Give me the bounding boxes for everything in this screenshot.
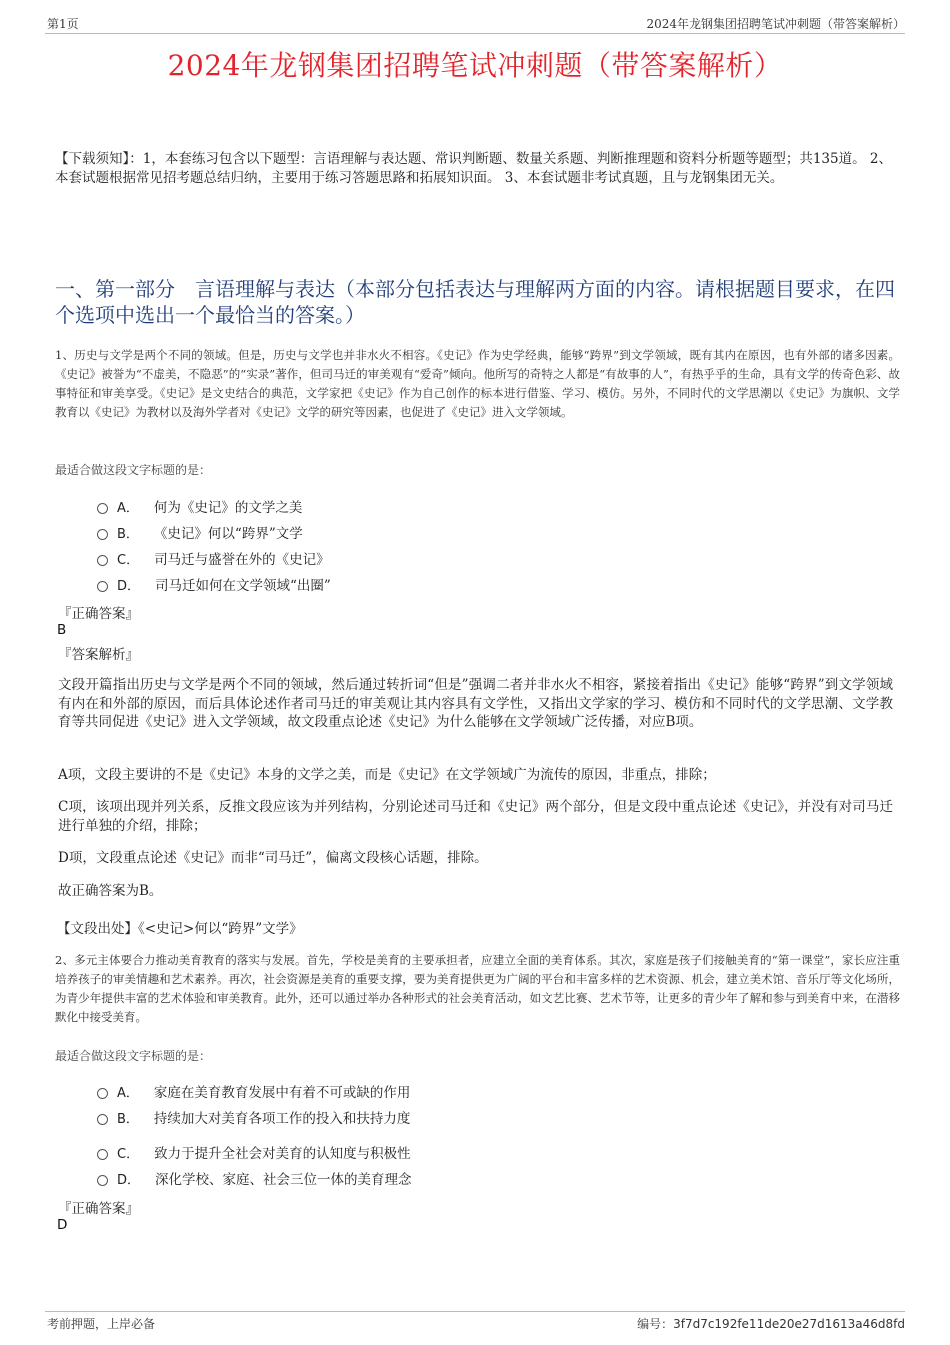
document-code xyxy=(637,1315,905,1332)
radio-icon[interactable] xyxy=(97,581,108,592)
question-2-option-a[interactable]: A． 家庭在美育教育发展中有着不可或缺的作用 xyxy=(97,1081,410,1101)
question-1-answer: B xyxy=(57,622,67,638)
question-2-option-d[interactable]: D． 深化学校、家庭、社会三位一体的美育理念 xyxy=(97,1168,412,1188)
radio-icon[interactable] xyxy=(97,1114,108,1125)
question-2-stem: 2、多元主体要合力推动美育教育的落实与发展。首先，学校是美育的主要承担者，应建立全面的美育体系。其次，家庭是孩子们接触美育的“第一课堂”，家长应注重培养孩子的审美情趣和艺术素养。再次，社会资源是美育的重要支撑，要为美育提供更为广阔的平台和丰富多样的艺术资源、机会，建立美术馆、音乐厅等文化场所，为青少年提供丰富的艺术体验和审美教育。此外，还可以通过举办各种形式的社会美育活动，如文艺比赛、艺术节等，让更多的青少年了解和参与到美育中来，在潜移默化中接受美育。 xyxy=(55,953,900,1024)
question-1-prompt: 最适合做这段文字标题的是： xyxy=(55,463,212,477)
radio-icon[interactable] xyxy=(97,503,108,514)
question-1-analysis-c: C项，该项出现并列关系，反推文段应该为并列结构，分别论述司马迁和《史记》两个部分，但是文段中重点论述《史记》，并没有对司马迁进行单独的介绍，排除； xyxy=(58,799,893,834)
question-2-option-c[interactable]: C． 致力于提升全社会对美育的认知度与积极性 xyxy=(97,1142,411,1162)
question-2-answer-label: 『正确答案』 xyxy=(58,1201,139,1217)
footer-rule xyxy=(45,1311,905,1312)
question-2-answer: D xyxy=(57,1217,68,1233)
question-1-option-b[interactable]: B． 《史记》何以“跨界”文学 xyxy=(97,522,303,542)
question-1-analysis-main: 文段开篇指出历史与文学是两个不同的领域，然后通过转折词“但是”强调二者并非水火不相容，紧接着指出《史记》能够“跨界”到文学领域有内在和外部的原因，而后具体论述作者司马迁的审美观让其内容具有文学性，又指出文学家的学习、模仿和不同时代的文学思潮、文学教育等共同促进《史记》进入文学领域，故文段重点论述《史记》为什么能够在文学领域广泛传播，对应B项。 xyxy=(58,677,893,730)
question-1-conclusion: 故正确答案为B。 xyxy=(58,883,163,899)
radio-icon[interactable] xyxy=(97,555,108,566)
question-1-analysis-a: A项，文段主要讲的不是《史记》本身的文学之美，而是《史记》在文学领域广为流传的原因，非重点，排除； xyxy=(58,767,716,783)
question-1-analysis-d: D项，文段重点论述《史记》而非“司马迁”，偏离文段核心话题，排除。 xyxy=(58,850,488,866)
page-number: 第1页 xyxy=(47,17,79,31)
section-heading: 一、第一部分 言语理解与表达（本部分包括表达与理解两方面的内容。请根据题目要求，在四个选项中选出一个最恰当的答案。） xyxy=(55,277,895,327)
header-rule xyxy=(45,33,905,34)
question-1-option-c[interactable]: C． 司马迁与盛誉在外的《史记》 xyxy=(97,548,330,568)
download-notice: 【下载须知】：1，本套练习包含以下题型：言语理解与表达题、常识判断题、数量关系题、判断推理题和资料分析题等题型；共135道。 2、本套试题根据常见招考题总结归纳，主要用于练习答题思路和拓展知识面。 3、本套试题非考试真题，且与龙钢集团无关。 xyxy=(55,151,892,186)
document-title: 2024年龙钢集团招聘笔试冲刺题（带答案解析） xyxy=(167,49,783,82)
radio-icon[interactable] xyxy=(97,1175,108,1186)
question-2-option-b[interactable]: B． 持续加大对美育各项工作的投入和扶持力度 xyxy=(97,1107,410,1127)
footer-slogan: 考前押题，上岸必备 xyxy=(47,1317,156,1331)
question-1-source: 【文段出处】《<史记>何以“跨界”文学》 xyxy=(57,921,303,937)
question-1-analysis-label: 『答案解析』 xyxy=(58,647,139,663)
question-2-prompt: 最适合做这段文字标题的是： xyxy=(55,1049,212,1063)
question-1-option-a[interactable]: A． 何为《史记》的文学之美 xyxy=(97,496,302,516)
question-1-stem: 1、历史与文学是两个不同的领域。但是，历史与文学也并非水火不相容。《史记》作为史学经典，能够“跨界”到文学领域，既有其内在原因，也有外部的诸多因素。《史记》被誉为“不虚美，不隐恶”的“实录”著作，但司马迁的审美观有“爱奇”倾向。他所写的奇特之人都是“有故事的人”，有热乎乎的生命，具有文学的传奇色彩、故事特征和审美享受。《史记》是文史结合的典范，文学家把《史记》作为自己创作的标本进行借鉴、学习、模仿。另外，不同时代的文学思潮以《史记》为旗帜、文学教育以《史记》为教材以及海外学者对《史记》文学的研究等因素，也促进了《史记》进入文学领域。 xyxy=(55,348,900,419)
running-title: 2024年龙钢集团招聘笔试冲刺题（带答案解析） xyxy=(646,17,905,31)
question-1-answer-label: 『正确答案』 xyxy=(58,606,139,622)
document-code-value: 3f7d7c192fe11de20e27d1613a46d8fd xyxy=(673,1317,905,1331)
question-1-option-d[interactable]: D． 司马迁如何在文学领域“出圈” xyxy=(97,574,331,594)
radio-icon[interactable] xyxy=(97,529,108,540)
radio-icon[interactable] xyxy=(97,1088,108,1099)
document-code-label: 编号： xyxy=(637,1317,674,1331)
radio-icon[interactable] xyxy=(97,1149,108,1160)
